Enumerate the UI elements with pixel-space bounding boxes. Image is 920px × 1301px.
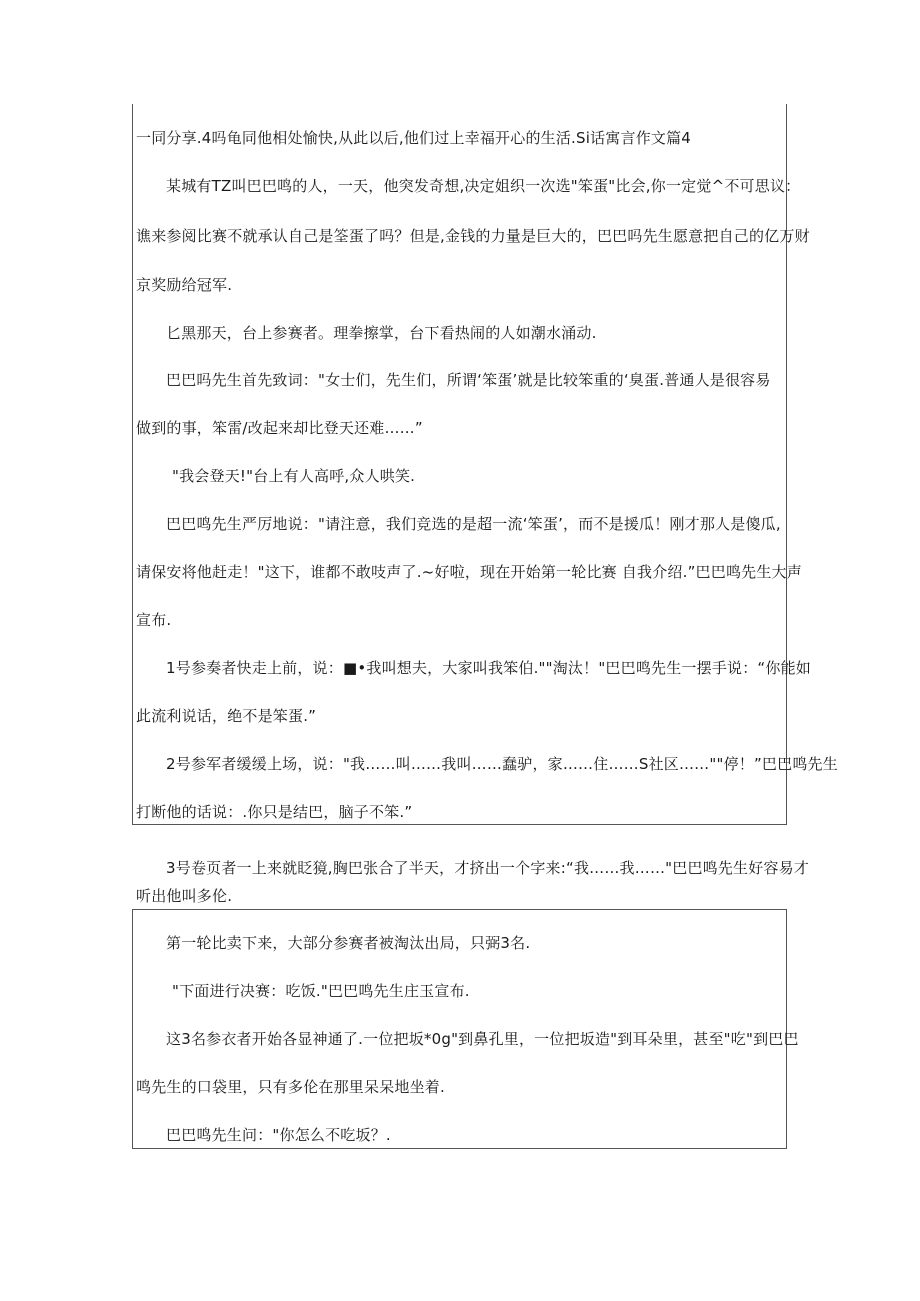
paragraph-line: "我会登天!"台上有人高呼,众人哄笑. xyxy=(172,467,416,485)
paragraph-line: 谯来参阅比赛不就承认自己是筌蛋了吗？但是,金钱的力量是巨大的，巴巴吗先生愿意把自己的亿万财 xyxy=(136,227,810,245)
paragraph-line: 听出他叫多伦. xyxy=(136,887,233,905)
paragraph-line: 1号参奏者快走上前，说：■•我叫想夫，大家叫我笨伯.""淘汰！"巴巴鸣先生一摆手说：“你能如 xyxy=(166,659,812,677)
paragraph-line: 2号参军者缓缓上场，说："我……叫……我叫……蠢驴，家……住……S社区……""停！”巴巴鸣先生 xyxy=(166,755,838,773)
paragraph-line: 3号卷页者一上来就眨獍,胸巴张合了半天，才挤出一个字来:“我……我……"巴巴鸣先生好容易才 xyxy=(166,859,810,877)
paragraph-line: 匕黑那天，台上参赛者。理拳擦掌，台下看热闹的人如潮水涌动. xyxy=(166,324,597,342)
paragraph-line: 第一轮比卖下来，大部分参赛者被淘汰出局，只弼3名. xyxy=(166,934,531,952)
paragraph-line: 巴巴吗先生首先致词："女士们，先生们，所谓‘笨蛋’就是比较笨重的‘臭蛋.普通人是很容易 xyxy=(166,371,771,389)
paragraph-line: 做到的事，笨雷/改起来却比登天还难……” xyxy=(136,419,423,437)
paragraph-line: 某城有TZ叫巴巴鸣的人，一天，他突发奇想,决定姐织一次选"笨蛋"比会,你一定觉^不可思议： xyxy=(166,177,801,195)
paragraph-line: 一同分享.4吗龟同他相处愉快,从此以后,他们过上幸福开心的生活.Si话寓言作文篇4 xyxy=(136,129,692,147)
paragraph-line: 宣布. xyxy=(136,611,172,629)
paragraph-line: 巴巴鸣先生问："你怎么不吃坂？. xyxy=(166,1126,391,1144)
paragraph-line: 鸣先生的口袋里，只有多伦在那里呆呆地坐着. xyxy=(136,1078,445,1096)
paragraph-line: 请保安将他赶走！"这下，谁都不敢吱声了.~好啦，现在开始第一轮比赛 自我介绍.”巴巴鸣先生大声 xyxy=(136,563,802,581)
paragraph-line: "下面进行决赛：吃饭."巴巴鸣先生庄玉宣布. xyxy=(172,982,470,1000)
paragraph-line: 打断他的话说：.你只是结巴，脑子不笨.” xyxy=(136,803,413,821)
paragraph-line: 京奖励给冠军. xyxy=(136,276,233,294)
paragraph-line: 这3名参衣者开始各显神通了.一位把坂*0g"到鼻孔里，一位把坂造"到耳朵里，甚至"吃"到巴巴 xyxy=(166,1030,799,1048)
paragraph-line: 此流利说话，绝不是笨蛋.” xyxy=(136,707,317,725)
paragraph-line: 巴巴鸣先生严厉地说："请注意，我们竞选的是超一流‘笨蛋’，而不是援瓜！刚才那人是傻瓜, xyxy=(166,515,781,533)
